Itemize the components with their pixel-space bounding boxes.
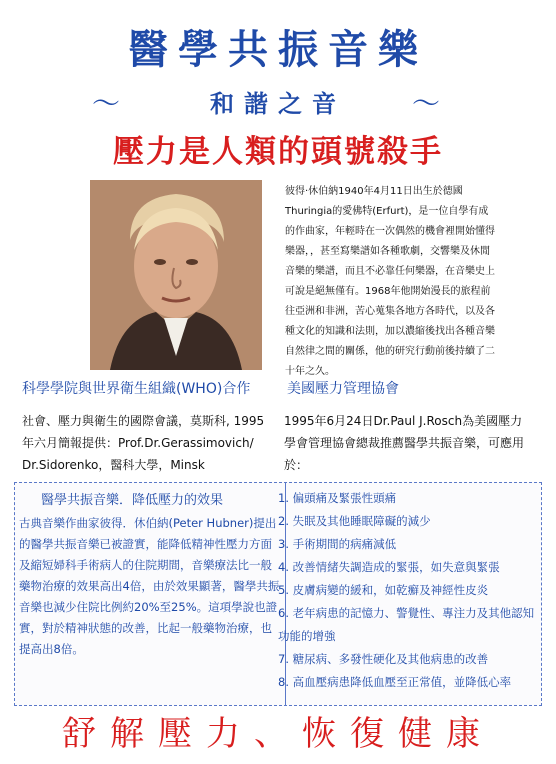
stress-association-text: 1995年6月24日Dr.Paul J.Rosch為美國壓力學會管理協會總裁推薦醫學共振音樂，可應用於：	[284, 414, 525, 472]
effects-box-text: 古典音樂作曲家彼得．休伯納(Peter Hubner)提出的醫學共振音樂已被證實，能降低精神性壓力方面及縮短婦科手術病人的住院期間，音樂療法比一般藥物治療的效果高出4倍，由於效果顯著，醫學共振音樂也減少住院比例約20%至25%。這項學說也證實，對於精神狀態的改善，比起一般藥物治療，也提高出8倍。	[19, 516, 280, 656]
tilde-decoration-right: ～	[412, 87, 441, 120]
benefit-item: 3. 手術期間的病痛減低	[278, 537, 397, 551]
benefit-item: 1. 偏頭痛及緊張性頭痛	[278, 491, 397, 505]
who-section-text: 社會、壓力與衛生的國際會議，莫斯科, 1995年六月簡報提供：Prof.Dr.Gerassimovich/ Dr.Sidorenko，醫科大學，Minsk	[22, 414, 265, 472]
benefit-item: 7. 糖尿病、多發性硬化及其他病患的改善	[278, 652, 489, 666]
portrait-illustration	[90, 180, 262, 370]
who-section-heading: 科學學院與世界衛生組織(WHO)合作	[22, 381, 251, 397]
benefit-item: 5. 皮膚病變的緩和，如乾癬及神經性皮炎	[278, 583, 489, 597]
benefit-item: 4. 改善情緒失調造成的緊張，如失意與緊張	[278, 560, 500, 574]
benefit-item: 6. 老年病患的記憶力、警覺性、專注力及其他認知功能的增強	[278, 606, 535, 643]
tilde-decoration-left: ～	[92, 87, 121, 120]
flyer-subtitle: 和諧之音	[210, 90, 346, 118]
benefits-list	[278, 487, 540, 694]
stress-association-heading: 美國壓力管理協會	[287, 381, 399, 397]
subtitle-row	[0, 82, 556, 118]
flyer-title: 醫學共振音樂	[128, 27, 428, 73]
effects-box	[14, 482, 542, 706]
benefit-item: 8. 高血壓病患降低血壓至正常值，並降低心率	[278, 675, 512, 689]
effects-box-title: 醫學共振音樂．降低壓力的效果	[41, 493, 224, 508]
footer-slogan: 舒解壓力、恢復健康	[62, 714, 494, 754]
composer-biography: 彼得‧休伯納1940年4月11日出生於德國Thuringia的愛佛特(Erfurt)，是一位自學有成的作曲家，年輕時在一次偶然的機會裡開始懂得樂器，，甚至寫樂譜如各種歌劇，交響樂及休閒音樂的樂譜，而且不必靠任何樂器，在音樂史上可說是絕無僅有。1968年他開始漫長的旅程前往亞洲和非洲，苦心蒐集各地方各時代，以及各種文化的知識和法則，加以濃縮後找出各種音樂自然律之間的關係，他的研究行動前後持續了二十年之久。	[285, 186, 495, 377]
headline: 壓力是人類的頭號殺手	[113, 134, 443, 170]
composer-portrait-photo	[90, 180, 262, 370]
benefit-item: 2. 失眠及其他睡眠障礙的減少	[278, 514, 431, 528]
